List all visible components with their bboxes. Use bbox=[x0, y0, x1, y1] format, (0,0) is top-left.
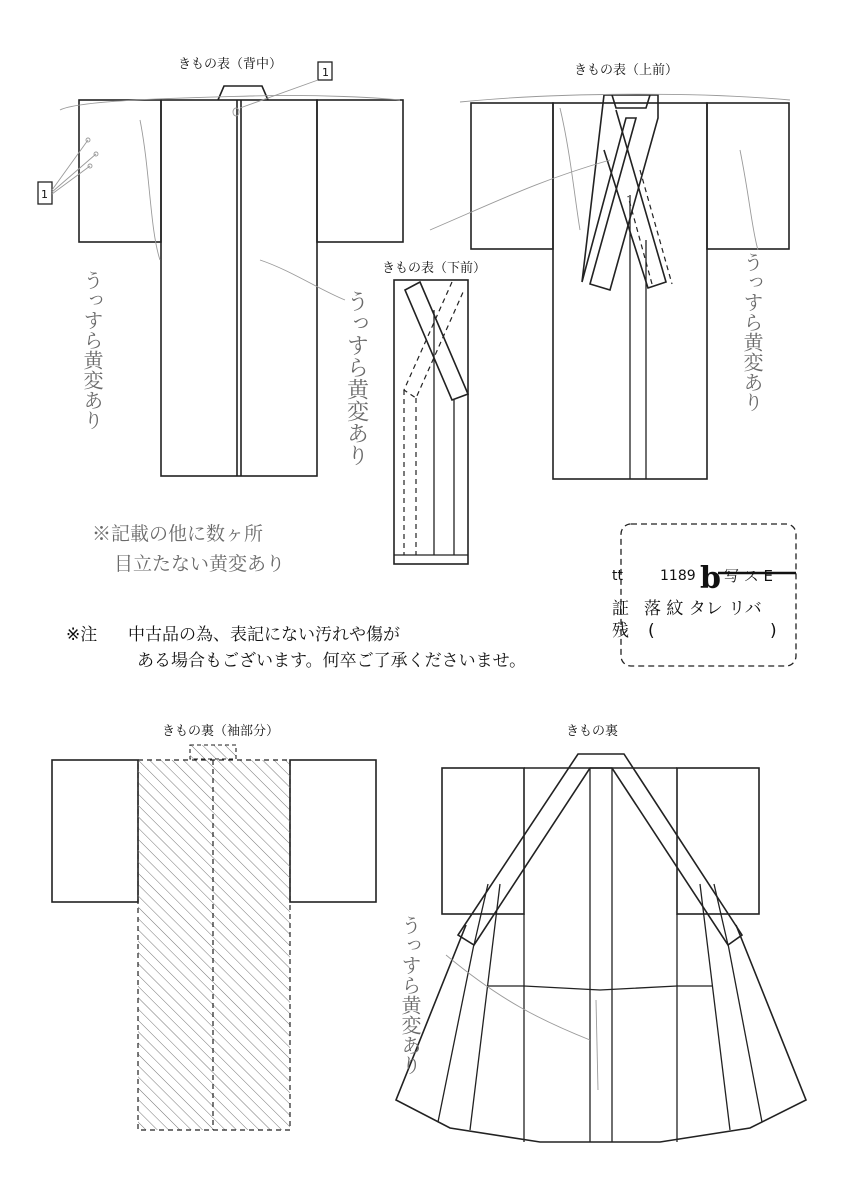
front-lower-diagram bbox=[382, 261, 486, 564]
front-right-sleeve bbox=[707, 103, 789, 249]
info-row2-head: 残 bbox=[612, 621, 629, 641]
notice-line-1: 中古品の為、表記にない汚れや傷が bbox=[128, 625, 400, 645]
back-view-title: きもの表（背中） bbox=[178, 57, 283, 72]
notice bbox=[66, 625, 526, 671]
info-row2-close: ) bbox=[770, 621, 777, 641]
front-upper-title: きもの表（上前） bbox=[574, 63, 679, 78]
lining-open-diagram bbox=[396, 724, 806, 1142]
lining-sleeve-title: きもの裏（袖部分） bbox=[162, 724, 280, 739]
lining-open-left-sleeve bbox=[442, 768, 524, 914]
front-lower-collar-solid bbox=[405, 282, 468, 400]
back-right-sleeve bbox=[317, 100, 403, 242]
front-left-sleeve bbox=[471, 103, 553, 249]
notice-prefix: ※注 bbox=[66, 625, 98, 645]
info-row1-items: 落 紋 タレ リバ bbox=[644, 599, 762, 619]
lining-right-sleeve bbox=[290, 760, 376, 902]
info-row1-head: 証 bbox=[612, 599, 629, 619]
info-code-number: 1189 bbox=[660, 568, 696, 584]
info-row2-open: ( bbox=[648, 621, 655, 641]
back-collar bbox=[218, 86, 268, 100]
info-box bbox=[612, 524, 796, 666]
lining-note: うっすら黄変あり bbox=[398, 915, 422, 1075]
left-sleeve-note: うっすら黄変あり bbox=[80, 270, 104, 430]
back-body bbox=[161, 100, 317, 476]
lining-open-title: きもの裏 bbox=[566, 724, 619, 739]
lining-body-hatched bbox=[138, 760, 290, 1130]
front-lower-body bbox=[394, 280, 468, 564]
lining-open-collar bbox=[458, 754, 742, 945]
lining-left-sleeve bbox=[52, 760, 138, 902]
remark-line-2: 目立たない黄変あり bbox=[114, 553, 286, 575]
lining-collar-hatched bbox=[190, 745, 236, 759]
back-left-sleeve bbox=[79, 100, 161, 242]
info-code-prefix: tt bbox=[612, 568, 623, 584]
back-view-diagram bbox=[38, 56, 403, 476]
remark-line-1: ※記載の他に数ヶ所 bbox=[92, 523, 264, 545]
lining-open-right-sleeve bbox=[677, 768, 759, 914]
back-marker-label: 1 bbox=[322, 66, 329, 79]
notice-line-2: ある場合もございます。何卒ご了承くださいませ。 bbox=[137, 651, 527, 671]
info-handwritten-mark: b bbox=[700, 561, 721, 596]
info-struck-text: 写 ス E bbox=[724, 567, 774, 585]
front-lower-title: きもの表（下前） bbox=[382, 261, 487, 276]
handwritten-remark bbox=[92, 523, 285, 575]
sleeve-marker-label: 1 bbox=[41, 188, 48, 201]
lining-sleeve-diagram bbox=[52, 723, 376, 1130]
front-right-note: うっすら黄変あり bbox=[740, 252, 764, 412]
back-center-note: うっすら黄変あり bbox=[343, 290, 369, 466]
